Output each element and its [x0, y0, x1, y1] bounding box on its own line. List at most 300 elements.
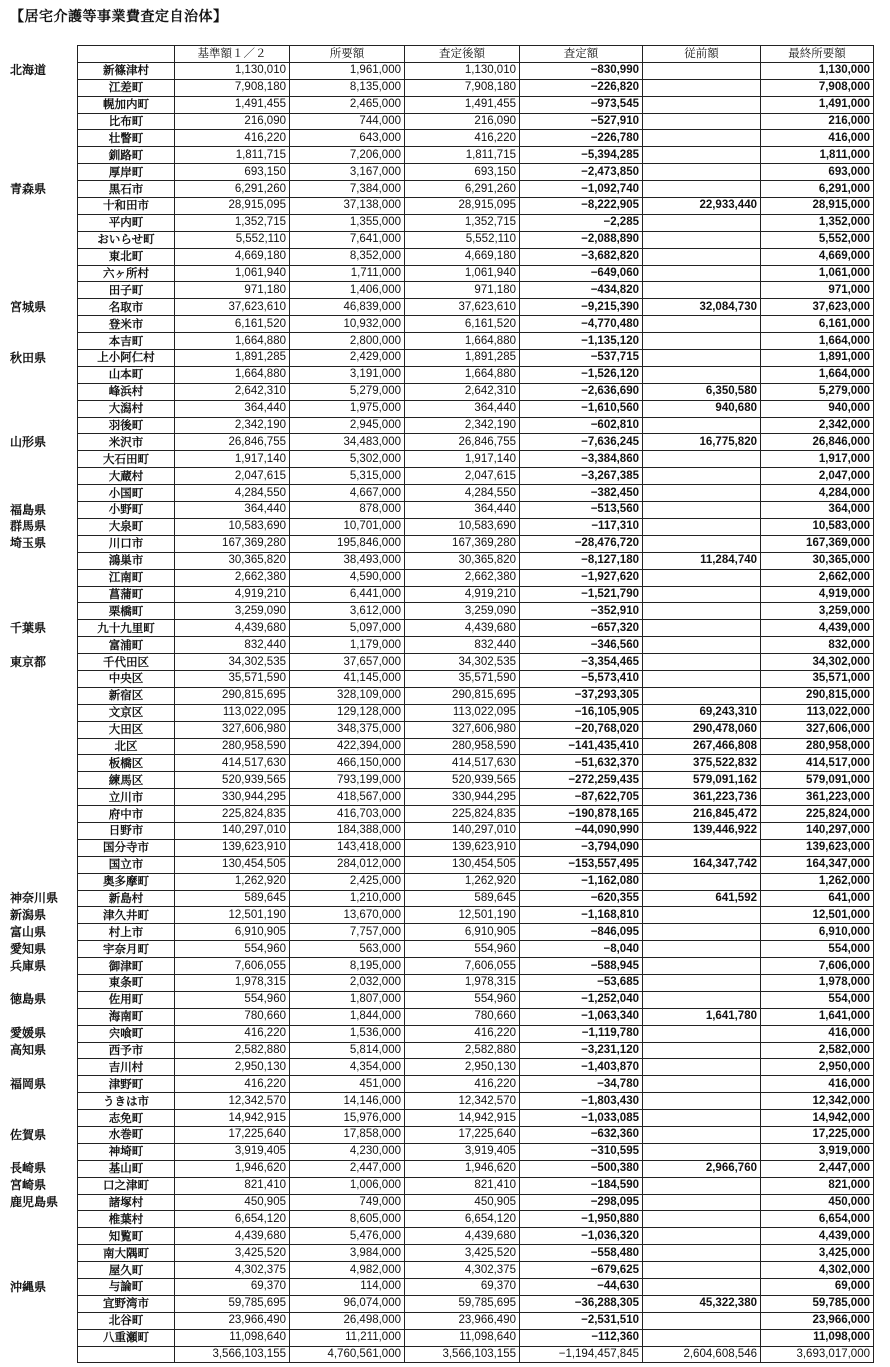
cell-after-assessment: 12,501,190 [405, 907, 520, 924]
cell-assessment: −1,521,790 [520, 586, 643, 603]
cell-previous [643, 924, 761, 941]
table-row [78, 198, 874, 215]
cell-required: 143,418,000 [290, 839, 405, 856]
table-row [78, 721, 874, 738]
cell-final-required: 30,365,000 [761, 552, 874, 569]
table-row [78, 991, 874, 1008]
cell-final-required: 26,846,000 [761, 434, 874, 451]
cell-municipality: 立川市 [78, 789, 175, 806]
cell-municipality: 奥多摩町 [78, 873, 175, 890]
cell-after-assessment: 113,022,095 [405, 704, 520, 721]
table-row [78, 552, 874, 569]
cell-municipality: 本吉町 [78, 333, 175, 350]
cell-municipality: 口之津町 [78, 1177, 175, 1194]
cell-final-required: 2,582,000 [761, 1042, 874, 1059]
table-row [78, 79, 874, 96]
cell-required: 5,315,000 [290, 468, 405, 485]
cell-previous [643, 1329, 761, 1346]
cell-after-assessment: 130,454,505 [405, 856, 520, 873]
cell-previous [643, 535, 761, 552]
cell-municipality: 千代田区 [78, 654, 175, 671]
table-row [78, 130, 874, 147]
cell-after-assessment: 1,978,315 [405, 974, 520, 991]
prefecture-label: 宮崎県 [10, 1178, 47, 1193]
cell-assessment: −3,354,465 [520, 654, 643, 671]
prefecture-label: 高知県 [10, 1043, 47, 1058]
cell-previous [643, 502, 761, 519]
cell-required: 1,355,000 [290, 214, 405, 231]
cell-after-assessment: 554,960 [405, 991, 520, 1008]
header-row [78, 46, 874, 63]
cell-previous: 16,775,820 [643, 434, 761, 451]
cell-required: 3,191,000 [290, 366, 405, 383]
table-row [78, 1312, 874, 1329]
cell-after-assessment: 5,552,110 [405, 231, 520, 248]
table-row [78, 603, 874, 620]
cell-previous [643, 231, 761, 248]
cell-final-required: 1,664,000 [761, 366, 874, 383]
cell-base-half: 7,606,055 [175, 958, 290, 975]
cell-final-required: 1,061,000 [761, 265, 874, 282]
cell-required: 8,605,000 [290, 1211, 405, 1228]
header-municipality [78, 46, 175, 63]
cell-required: 184,388,000 [290, 822, 405, 839]
cell-final-required: 4,302,000 [761, 1262, 874, 1279]
cell-base-half: 4,439,680 [175, 620, 290, 637]
cell-assessment: −500,380 [520, 1160, 643, 1177]
cell-municipality: 九十九里町 [78, 620, 175, 637]
cell-municipality: 北谷町 [78, 1312, 175, 1329]
cell-municipality: 海南町 [78, 1008, 175, 1025]
cell-base-half: 1,061,940 [175, 265, 290, 282]
cell-required: 7,641,000 [290, 231, 405, 248]
cell-assessment: −1,135,120 [520, 333, 643, 350]
cell-previous [643, 214, 761, 231]
cell-municipality: 東条町 [78, 974, 175, 991]
table-row [78, 350, 874, 367]
cell-municipality: 大石田町 [78, 451, 175, 468]
cell-required: 4,354,000 [290, 1059, 405, 1076]
cell-base-half: 416,220 [175, 130, 290, 147]
cell-municipality: 名取市 [78, 299, 175, 316]
table-row [78, 822, 874, 839]
cell-after-assessment: 1,917,140 [405, 451, 520, 468]
cell-final-required: 10,583,000 [761, 518, 874, 535]
table-row [78, 873, 874, 890]
cell-after-assessment: 6,654,120 [405, 1211, 520, 1228]
cell-base-half: 414,517,630 [175, 755, 290, 772]
cell-previous [643, 113, 761, 130]
prefecture-label: 千葉県 [10, 620, 47, 635]
cell-previous [643, 468, 761, 485]
cell-assessment: −190,878,165 [520, 806, 643, 823]
cell-previous [643, 333, 761, 350]
table-row [78, 468, 874, 485]
cell-previous [643, 1110, 761, 1127]
cell-final-required: 5,279,000 [761, 383, 874, 400]
cell-after-assessment: 2,950,130 [405, 1059, 520, 1076]
table-row [78, 1279, 874, 1296]
cell-base-half: 26,846,755 [175, 434, 290, 451]
cell-base-half: 23,966,490 [175, 1312, 290, 1329]
cell-assessment: −1,526,120 [520, 366, 643, 383]
cell-required: 34,483,000 [290, 434, 405, 451]
cell-required: 8,352,000 [290, 248, 405, 265]
cell-after-assessment: 780,660 [405, 1008, 520, 1025]
cell-base-half: 4,439,680 [175, 1228, 290, 1245]
cell-after-assessment: 364,440 [405, 502, 520, 519]
cell-assessment: −537,715 [520, 350, 643, 367]
cell-previous [643, 974, 761, 991]
cell-after-assessment: 1,811,715 [405, 147, 520, 164]
cell-previous: 139,446,922 [643, 822, 761, 839]
cell-previous [643, 873, 761, 890]
table-row [78, 1143, 874, 1160]
cell-previous [643, 366, 761, 383]
table-row [78, 1110, 874, 1127]
cell-base-half: 520,939,565 [175, 772, 290, 789]
cell-previous [643, 1245, 761, 1262]
cell-municipality: 国分寺市 [78, 839, 175, 856]
cell-previous: 69,243,310 [643, 704, 761, 721]
table-row [78, 1228, 874, 1245]
cell-base-half: 330,944,295 [175, 789, 290, 806]
cell-required: 1,179,000 [290, 637, 405, 654]
prefecture-label: 福島県 [10, 502, 47, 517]
cell-required: 8,135,000 [290, 79, 405, 96]
cell-previous: 22,933,440 [643, 198, 761, 215]
cell-previous [643, 1279, 761, 1296]
cell-municipality: 神埼町 [78, 1143, 175, 1160]
cell-after-assessment: 821,410 [405, 1177, 520, 1194]
cell-assessment: −2,531,510 [520, 1312, 643, 1329]
cell-after-assessment: 1,946,620 [405, 1160, 520, 1177]
cell-after-assessment: 12,342,570 [405, 1093, 520, 1110]
cell-municipality: 八重瀬町 [78, 1329, 175, 1346]
cell-assessment: −4,770,480 [520, 316, 643, 333]
cell-assessment: −9,215,390 [520, 299, 643, 316]
cell-final-required: 280,958,000 [761, 738, 874, 755]
cell-after-assessment: 225,824,835 [405, 806, 520, 823]
cell-after-assessment: 7,908,180 [405, 79, 520, 96]
table-row [78, 907, 874, 924]
table-row [78, 856, 874, 873]
cell-final-required: 1,352,000 [761, 214, 874, 231]
cell-base-half: 140,297,010 [175, 822, 290, 839]
cell-base-half: 12,501,190 [175, 907, 290, 924]
cell-final-required: 140,297,000 [761, 822, 874, 839]
cell-required: 129,128,000 [290, 704, 405, 721]
cell-base-half: 1,891,285 [175, 350, 290, 367]
cell-after-assessment: 28,915,095 [405, 198, 520, 215]
cell-base-half: 821,410 [175, 1177, 290, 1194]
cell-municipality: 黒石市 [78, 181, 175, 198]
cell-previous [643, 417, 761, 434]
cell-final-required: 832,000 [761, 637, 874, 654]
cell-assessment: −846,095 [520, 924, 643, 941]
cell-municipality: 鴻巣市 [78, 552, 175, 569]
total-after-assessment: 3,566,103,155 [405, 1346, 520, 1363]
cell-municipality: 府中市 [78, 806, 175, 823]
cell-final-required: 4,284,000 [761, 485, 874, 502]
table-row [78, 1329, 874, 1346]
cell-assessment: −3,231,120 [520, 1042, 643, 1059]
table-row [78, 231, 874, 248]
cell-assessment: −141,435,410 [520, 738, 643, 755]
cell-required: 5,814,000 [290, 1042, 405, 1059]
cell-municipality: 壮瞥町 [78, 130, 175, 147]
cell-assessment: −434,820 [520, 282, 643, 299]
cell-required: 96,074,000 [290, 1295, 405, 1312]
table-row [78, 451, 874, 468]
cell-after-assessment: 3,919,405 [405, 1143, 520, 1160]
cell-municipality: 水巻町 [78, 1127, 175, 1144]
cell-assessment: −1,252,040 [520, 991, 643, 1008]
cell-previous [643, 1211, 761, 1228]
table-row [78, 924, 874, 941]
cell-base-half: 6,654,120 [175, 1211, 290, 1228]
cell-required: 1,807,000 [290, 991, 405, 1008]
cell-after-assessment: 971,180 [405, 282, 520, 299]
cell-final-required: 167,369,000 [761, 535, 874, 552]
prefecture-label: 青森県 [10, 181, 47, 196]
cell-assessment: −352,910 [520, 603, 643, 620]
cell-previous: 641,592 [643, 890, 761, 907]
cell-final-required: 6,161,000 [761, 316, 874, 333]
cell-final-required: 641,000 [761, 890, 874, 907]
cell-municipality: うきは市 [78, 1093, 175, 1110]
cell-assessment: −1,119,780 [520, 1025, 643, 1042]
cell-municipality: 羽後町 [78, 417, 175, 434]
cell-assessment: −1,610,560 [520, 400, 643, 417]
table-row [78, 1076, 874, 1093]
cell-base-half: 1,946,620 [175, 1160, 290, 1177]
cell-assessment: −1,927,620 [520, 569, 643, 586]
cell-base-half: 6,291,260 [175, 181, 290, 198]
cell-required: 422,394,000 [290, 738, 405, 755]
cell-municipality: 富浦町 [78, 637, 175, 654]
cell-previous [643, 265, 761, 282]
cell-required: 10,932,000 [290, 316, 405, 333]
cell-previous [643, 941, 761, 958]
cell-previous [643, 164, 761, 181]
cell-assessment: −37,293,305 [520, 687, 643, 704]
cell-after-assessment: 4,439,680 [405, 620, 520, 637]
cell-final-required: 4,919,000 [761, 586, 874, 603]
cell-after-assessment: 554,960 [405, 941, 520, 958]
table-row [78, 485, 874, 502]
cell-base-half: 216,090 [175, 113, 290, 130]
cell-previous [643, 991, 761, 1008]
cell-municipality: 宜野湾市 [78, 1295, 175, 1312]
cell-previous [643, 1076, 761, 1093]
cell-after-assessment: 520,939,565 [405, 772, 520, 789]
table-row [78, 1127, 874, 1144]
cell-final-required: 7,908,000 [761, 79, 874, 96]
cell-base-half: 6,161,520 [175, 316, 290, 333]
cell-base-half: 1,130,010 [175, 62, 290, 79]
cell-base-half: 59,785,695 [175, 1295, 290, 1312]
cell-previous: 216,845,472 [643, 806, 761, 823]
header-previous: 従前額 [643, 46, 761, 63]
cell-municipality: 平内町 [78, 214, 175, 231]
table-row [78, 637, 874, 654]
page-title: 【居宅介護等事業費査定自治体】 [10, 9, 228, 25]
cell-required: 7,384,000 [290, 181, 405, 198]
cell-required: 466,150,000 [290, 755, 405, 772]
cell-required: 3,984,000 [290, 1245, 405, 1262]
cell-previous: 375,522,832 [643, 755, 761, 772]
cell-base-half: 6,910,905 [175, 924, 290, 941]
cell-assessment: −1,033,085 [520, 1110, 643, 1127]
cell-previous [643, 1025, 761, 1042]
cell-base-half: 780,660 [175, 1008, 290, 1025]
cell-base-half: 1,262,920 [175, 873, 290, 890]
cell-assessment: −7,636,245 [520, 434, 643, 451]
cell-municipality: 西予市 [78, 1042, 175, 1059]
table-row [78, 1177, 874, 1194]
cell-assessment: −3,794,090 [520, 839, 643, 856]
cell-final-required: 4,669,000 [761, 248, 874, 265]
cell-assessment: −87,622,705 [520, 789, 643, 806]
prefecture-label: 新潟県 [10, 907, 47, 922]
cell-base-half: 34,302,535 [175, 654, 290, 671]
prefecture-label: 富山県 [10, 924, 47, 939]
header-after-assessment: 査定後額 [405, 46, 520, 63]
cell-previous [643, 637, 761, 654]
cell-required: 2,429,000 [290, 350, 405, 367]
prefecture-label: 愛知県 [10, 941, 47, 956]
cell-municipality: 六ヶ所村 [78, 265, 175, 282]
cell-previous: 164,347,742 [643, 856, 761, 873]
table-row [78, 1059, 874, 1076]
cell-final-required: 2,662,000 [761, 569, 874, 586]
cell-required: 114,000 [290, 1279, 405, 1296]
table-row [78, 670, 874, 687]
cell-municipality: 村上市 [78, 924, 175, 941]
cell-required: 2,425,000 [290, 873, 405, 890]
cell-assessment: −117,310 [520, 518, 643, 535]
cell-final-required: 2,342,000 [761, 417, 874, 434]
cell-required: 26,498,000 [290, 1312, 405, 1329]
cell-base-half: 17,225,640 [175, 1127, 290, 1144]
cell-base-half: 364,440 [175, 400, 290, 417]
cell-previous: 290,478,060 [643, 721, 761, 738]
cell-after-assessment: 414,517,630 [405, 755, 520, 772]
cell-previous [643, 907, 761, 924]
cell-municipality: 志免町 [78, 1110, 175, 1127]
cell-municipality: 文京区 [78, 704, 175, 721]
cell-previous [643, 130, 761, 147]
cell-final-required: 2,950,000 [761, 1059, 874, 1076]
cell-base-half: 364,440 [175, 502, 290, 519]
cell-assessment: −588,945 [520, 958, 643, 975]
table-row [78, 299, 874, 316]
cell-municipality: 新篠津村 [78, 62, 175, 79]
cell-final-required: 5,552,000 [761, 231, 874, 248]
cell-final-required: 216,000 [761, 113, 874, 130]
cell-after-assessment: 6,291,260 [405, 181, 520, 198]
cell-municipality: 大泉町 [78, 518, 175, 535]
cell-assessment: −1,162,080 [520, 873, 643, 890]
cell-required: 5,476,000 [290, 1228, 405, 1245]
cell-previous [643, 1042, 761, 1059]
prefecture-label: 福岡県 [10, 1076, 47, 1091]
table-row [78, 265, 874, 282]
table-row [78, 1160, 874, 1177]
table-row [78, 1194, 874, 1211]
cell-assessment: −5,573,410 [520, 670, 643, 687]
cell-final-required: 1,262,000 [761, 873, 874, 890]
cell-required: 4,590,000 [290, 569, 405, 586]
cell-final-required: 1,978,000 [761, 974, 874, 991]
cell-final-required: 12,501,000 [761, 907, 874, 924]
header-assessment: 査定額 [520, 46, 643, 63]
table-row [78, 890, 874, 907]
cell-base-half: 2,582,880 [175, 1042, 290, 1059]
cell-required: 13,670,000 [290, 907, 405, 924]
cell-assessment: −310,595 [520, 1143, 643, 1160]
cell-base-half: 2,950,130 [175, 1059, 290, 1076]
cell-base-half: 1,917,140 [175, 451, 290, 468]
cell-required: 284,012,000 [290, 856, 405, 873]
totals-row [78, 1346, 874, 1363]
prefecture-label: 沖縄県 [10, 1279, 47, 1294]
cell-previous: 45,322,380 [643, 1295, 761, 1312]
cell-base-half: 1,352,715 [175, 214, 290, 231]
cell-after-assessment: 1,130,010 [405, 62, 520, 79]
table-row [78, 113, 874, 130]
table-row [78, 806, 874, 823]
table-row [78, 400, 874, 417]
cell-municipality: おいらせ町 [78, 231, 175, 248]
cell-base-half: 416,220 [175, 1076, 290, 1093]
cell-municipality: 東北町 [78, 248, 175, 265]
table-row [78, 789, 874, 806]
cell-final-required: 4,439,000 [761, 1228, 874, 1245]
cell-previous [643, 603, 761, 620]
cell-assessment: −1,168,810 [520, 907, 643, 924]
cell-final-required: 821,000 [761, 1177, 874, 1194]
cell-after-assessment: 34,302,535 [405, 654, 520, 671]
cell-required: 7,757,000 [290, 924, 405, 941]
cell-municipality: 日野市 [78, 822, 175, 839]
cell-after-assessment: 30,365,820 [405, 552, 520, 569]
cell-previous: 361,223,736 [643, 789, 761, 806]
cell-previous [643, 1143, 761, 1160]
total-final-required: 3,693,017,000 [761, 1346, 874, 1363]
cell-base-half: 589,645 [175, 890, 290, 907]
cell-assessment: −28,476,720 [520, 535, 643, 552]
cell-municipality: 練馬区 [78, 772, 175, 789]
cell-after-assessment: 327,606,980 [405, 721, 520, 738]
cell-municipality: 上小阿仁村 [78, 350, 175, 367]
cell-required: 749,000 [290, 1194, 405, 1211]
prefecture-label: 群馬県 [10, 519, 47, 534]
total-previous: 2,604,608,546 [643, 1346, 761, 1363]
table-row [78, 1025, 874, 1042]
table-row [78, 248, 874, 265]
cell-base-half: 416,220 [175, 1025, 290, 1042]
cell-after-assessment: 69,370 [405, 1279, 520, 1296]
cell-required: 5,279,000 [290, 383, 405, 400]
cell-municipality: 大田区 [78, 721, 175, 738]
cell-municipality: 椎葉村 [78, 1211, 175, 1228]
cell-assessment: −5,394,285 [520, 147, 643, 164]
cell-municipality: 南大隅町 [78, 1245, 175, 1262]
cell-base-half: 35,571,590 [175, 670, 290, 687]
cell-base-half: 327,606,980 [175, 721, 290, 738]
